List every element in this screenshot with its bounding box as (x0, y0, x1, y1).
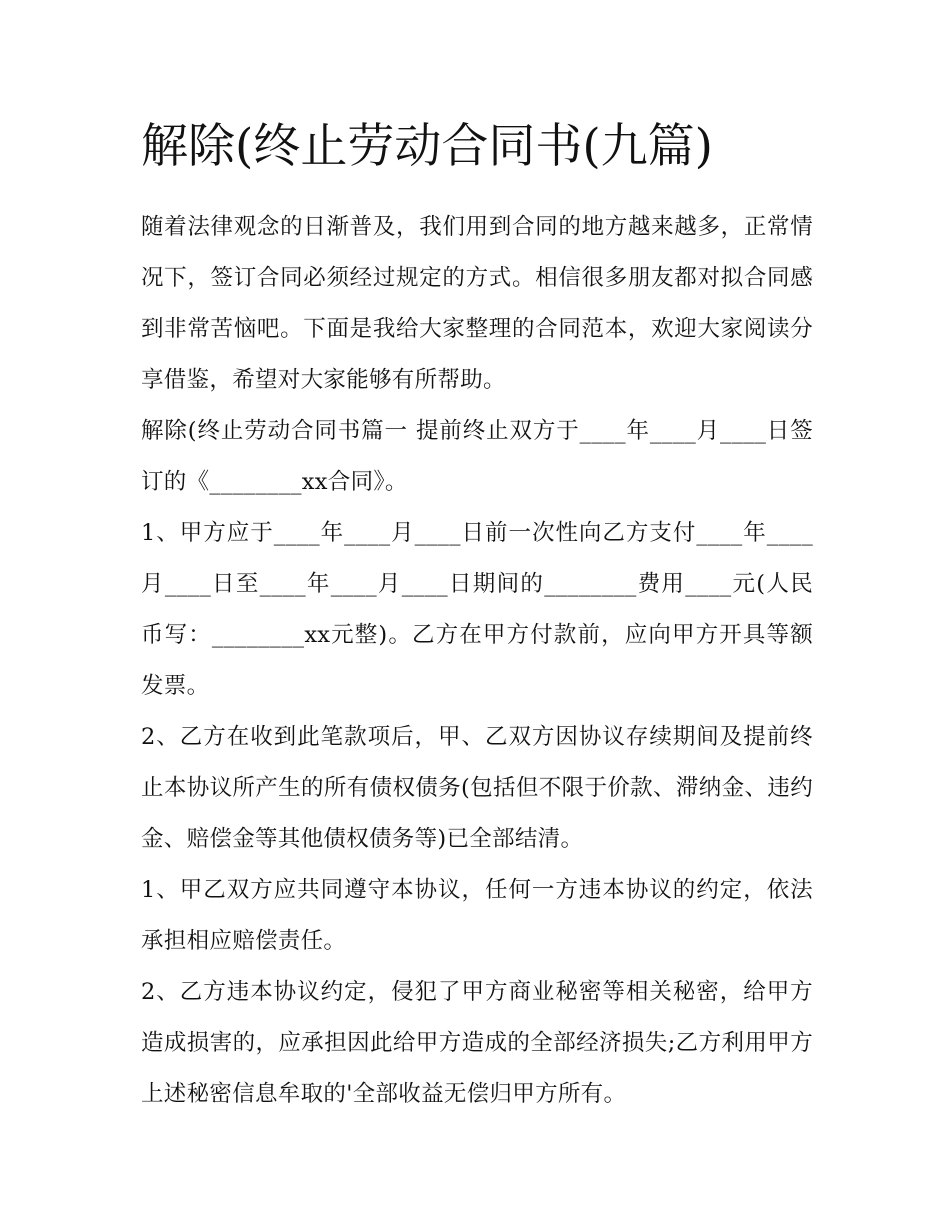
clause-confidentiality: 2、乙方违本协议约定，侵犯了甲方商业秘密等相关秘密，给甲方造成损害的，应承担因此给甲方造成的全部经济损失;乙方利用甲方上述秘密信息牟取的'全部收益无偿归甲方所有。 (141, 979, 813, 1107)
document-page (141, 112, 813, 1120)
section-heading-paragraph: 解除(终止劳动合同书篇一 提前终止双方于____年____月____日签订的《________xx合同》。 (141, 418, 813, 495)
clause-settlement: 2、乙方在收到此笔款项后，甲、乙双方因协议存续期间及提前终止本协议所产生的所有债权债务(包括但不限于价款、滞纳金、违约金、赔偿金等其他债权债务等)已全部结清。 (141, 724, 813, 852)
document-title: 解除(终止劳动合同书(九篇) (141, 119, 714, 174)
clause-payment: 1、甲方应于____年____月____日前一次性向乙方支付____年____月____日至____年____月____日期间的________费用____元(人民币写：________xx元整)。乙方在甲方付款前，应向甲方开具等额发票。 (141, 520, 813, 699)
clause-compliance: 1、甲乙双方应共同遵守本协议，任何一方违本协议的约定，依法承担相应赔偿责任。 (141, 877, 813, 954)
intro-paragraph: 随着法律观念的日渐普及，我们用到合同的地方越来越多，正常情况下，签订合同必须经过规定的方式。相信很多朋友都对拟合同感到非常苦恼吧。下面是我给大家整理的合同范本，欢迎大家阅读分享借鉴，希望对大家能够有所帮助。 (141, 214, 813, 393)
